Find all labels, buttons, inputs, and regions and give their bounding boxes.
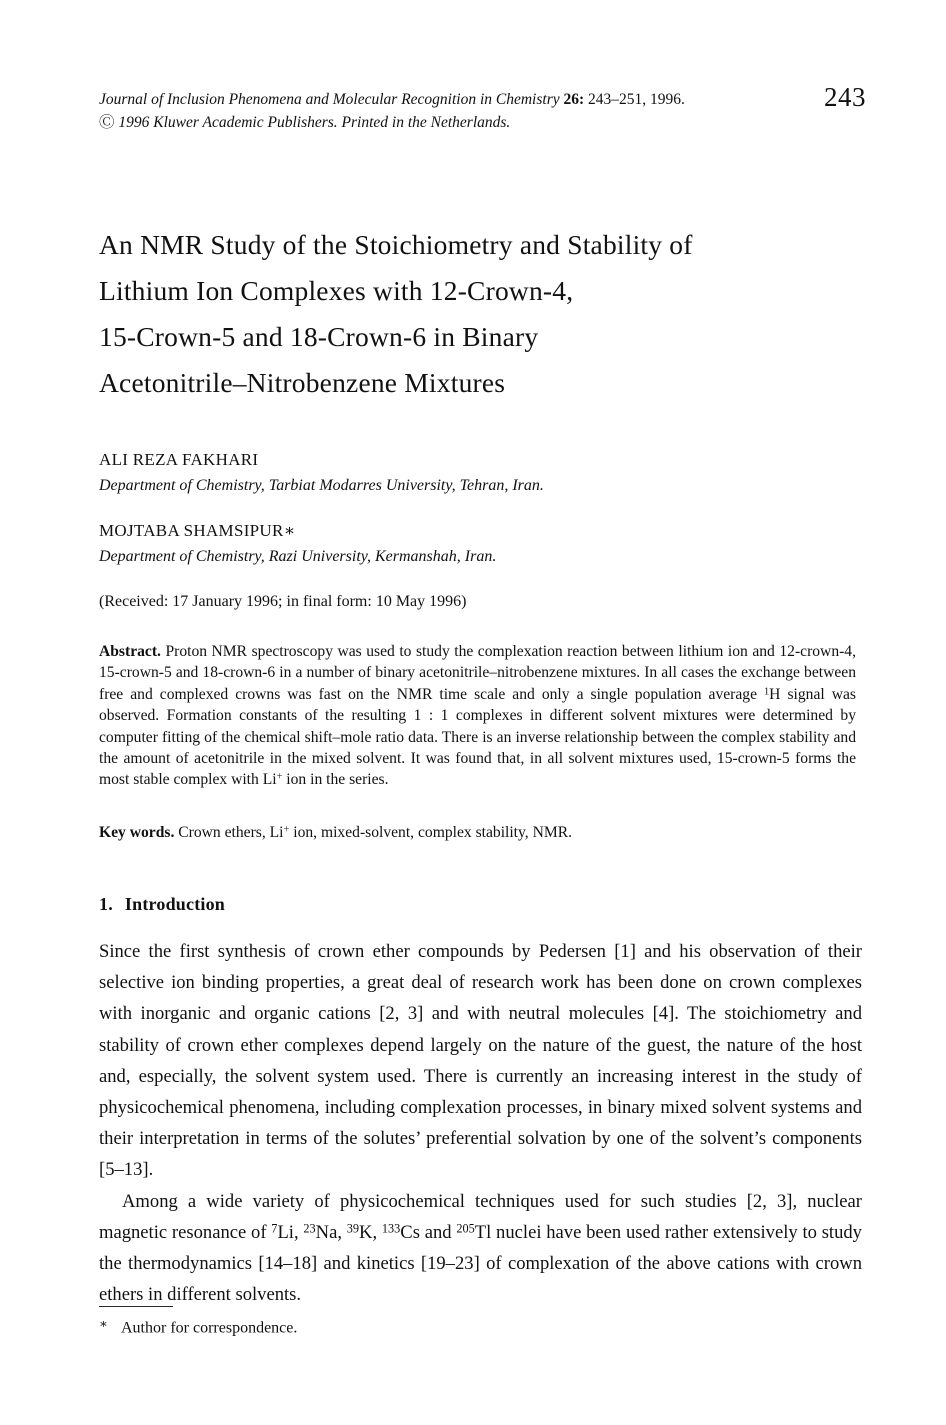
- potassium-39-superscript: 39: [346, 1221, 360, 1236]
- author-name: [99, 519, 869, 543]
- page-title: [99, 222, 869, 406]
- title-line-4: Acetonitrile–Nitrobenzene Mixtures: [99, 367, 506, 398]
- proton-superscript: 1: [764, 686, 770, 698]
- author-affiliation: Department of Chemistry, Razi University, Kermanshah, Iran.: [99, 548, 497, 565]
- paragraph-2-part-d: K,: [359, 1221, 382, 1243]
- paragraph-2: [99, 1186, 862, 1311]
- footnote-separator: [99, 1306, 173, 1307]
- footnote-text: Author for correspondence.: [121, 1319, 298, 1337]
- sodium-23-superscript: 23: [303, 1221, 316, 1236]
- paragraph-2-part-f: Tl nuclei have been used rather extensively to study the thermodynamics [14–18] and kinetics [19–23] of complexation of the above cations with crown ethers in different solvents.: [99, 1221, 862, 1306]
- footnote: [99, 1313, 297, 1340]
- received-dates: (Received: 17 January 1996; in final form: 10 May 1996): [99, 593, 467, 610]
- journal-citation-line: [99, 88, 799, 111]
- cesium-133-superscript: 133: [381, 1221, 401, 1236]
- author-name: ALI REZA FAKHARI: [99, 450, 259, 469]
- paragraph-1: Since the first synthesis of crown ether compounds by Pedersen [1] and his observation of their selective ion binding properties, a great deal of research work has been done on crown complexes with inorganic and organic cations [2, 3] and with neutral molecules [4]. The stoichiometry and stability of crown ether complexes depend largely on the nature of the guest, the nature of the host and, especially, the solvent system used. There is currently an increasing interest in the study of physicochemical phenomena, including complexation processes, in binary mixed solvent systems and their interpretation in terms of the solutes’ preferential solvation by one of the solvent’s components [5–13].: [99, 941, 862, 1181]
- keywords-text-part-2: ion, mixed-solvent, complex stability, NMR.: [289, 824, 573, 841]
- pages-year: 243–251, 1996.: [588, 91, 685, 108]
- author-name-text: MOJTABA SHAMSIPUR: [99, 521, 284, 540]
- section-title: Introduction: [124, 894, 225, 914]
- abstract-label: Abstract.: [99, 643, 161, 660]
- lithium-charge-superscript: +: [283, 824, 290, 836]
- copyright-line: [99, 111, 799, 134]
- section-number: 1.: [99, 894, 113, 914]
- title-line-1: An NMR Study of the Stoichiometry and Stability of: [99, 229, 693, 260]
- section-heading-introduction: [99, 894, 225, 915]
- title-line-2: Lithium Ion Complexes with 12-Crown-4,: [99, 275, 574, 306]
- abstract-text-part-3: ion in the series.: [282, 771, 389, 789]
- thallium-205-superscript: 205: [456, 1221, 475, 1236]
- abstract-text-part-2: H signal was observed. Formation constants of the resulting 1 : 1 complexes in different solvent mixtures were determined by computer fitting of the chemical shift–mole ratio data. There is an inverse relationship between the complex stability and the amount of acetonitrile in the mixed solvent. It was found that, in all solvent mixtures used, 15-crown-5 forms the most stable complex with Li: [99, 685, 856, 789]
- page-number: 243: [824, 82, 866, 112]
- lithium-7-superscript: 7: [271, 1221, 278, 1236]
- lithium-charge-superscript: +: [276, 772, 283, 784]
- keywords: [99, 822, 856, 843]
- keywords-label: Key words.: [99, 824, 175, 841]
- journal-name: Journal of Inclusion Phenomena and Molecular Recognition in Chemistry: [99, 91, 560, 108]
- paragraph-2-part-c: Na,: [315, 1221, 347, 1243]
- corresponding-author-marker: ∗: [283, 521, 296, 540]
- author-block-1: [99, 448, 869, 498]
- title-line-3: 15-Crown-5 and 18-Crown-6 in Binary: [99, 321, 539, 352]
- paragraph-2-part-e: Cs and: [400, 1221, 457, 1243]
- volume-number: 26:: [563, 91, 585, 108]
- footnote-marker: ∗: [99, 1316, 108, 1331]
- author-affiliation: Department of Chemistry, Tarbiat Modarres University, Tehran, Iran.: [99, 477, 544, 494]
- running-head: [99, 88, 799, 134]
- copyright-icon: Ⓒ: [99, 114, 115, 131]
- copyright-text: 1996 Kluwer Academic Publishers. Printed in the Netherlands.: [118, 114, 511, 131]
- paragraph-2-part-a: Among a wide variety of physicochemical techniques used for such studies [2, 3], nuclear magnetic resonance of: [99, 1190, 862, 1243]
- keywords-text-part-1: Crown ethers, Li: [178, 824, 284, 841]
- author-block-2: [99, 519, 869, 569]
- paragraph-2-part-b: Li,: [277, 1221, 304, 1243]
- body-text: [99, 936, 862, 1310]
- abstract: [99, 641, 856, 791]
- abstract-text-part-1: Proton NMR spectroscopy was used to study the complexation reaction between lithium ion and 12-crown-4, 15-crown-5 and 18-crown-6 in a number of binary acetonitrile–nitrobenzene mixtures. In all cases the exchange between free and complexed crowns was fast on the NMR time scale and only a single population average: [99, 643, 857, 703]
